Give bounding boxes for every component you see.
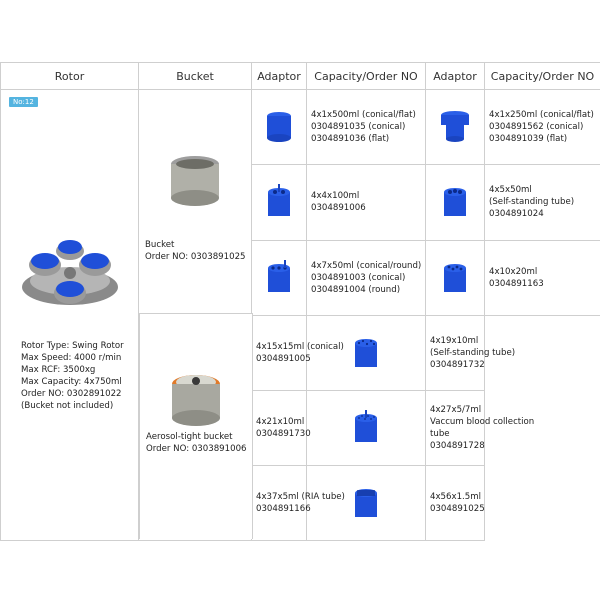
capacity-cell [307,90,426,165]
aerosol-bucket-order-no: Order NO: 0303891006 [146,444,247,454]
adaptor-cell [307,466,426,541]
capacity-line: 4x15x15ml (conical) [256,342,344,352]
aerosol-bucket-name: Aerosol-tight bucket [146,432,233,442]
capacity-cell [307,165,426,240]
rotor-order-no: Order NO: 0302891022 [21,389,122,399]
note-line: (Self-standing tube) [430,348,516,358]
capacity-line: 4x1x250ml (conical/flat) [489,110,594,121]
aerosol-bucket-block [139,313,253,539]
adaptor-cell [252,240,307,315]
rotor-type: Rotor Type: Swing Rotor [21,341,124,351]
rotor-max-capacity: Max Capacity: 4x750ml [21,377,122,387]
bucket-image [165,154,225,210]
capacity-cell [426,466,485,541]
adaptor-27x5ml-icon [351,410,381,446]
note-line: tube [430,429,450,439]
capacity-cell [252,466,345,541]
capacity-line: 4x21x10ml [256,417,305,427]
order-line: 0304891025 [430,504,485,514]
header-adaptor: Adaptor [252,63,307,90]
model-badge: No:12 [9,97,38,107]
bucket-cell [139,90,252,316]
rotor-specs [21,340,124,412]
header-capacity: Capacity/Order NO [485,63,600,90]
adaptor-cell [252,90,307,165]
order-line: 0304891732 [430,360,485,370]
order-line: 0304891039 (flat) [489,134,568,145]
adaptor-cell [252,165,307,240]
rotor-image [15,235,125,315]
header-adaptor: Adaptor [426,63,485,90]
aerosol-bucket-info [146,431,247,455]
capacity-cell [426,391,535,466]
adaptor-5x50ml-icon [440,184,470,220]
adaptor-56x1.5ml-icon [351,485,381,521]
capacity-line: 4x4x100ml [311,191,360,202]
capacity-cell [252,316,344,391]
adaptor-19x10ml-icon [351,335,381,371]
order-line: 0304891003 (conical) [311,272,406,283]
capacity-line: 4x37x5ml (RIA tube) [256,492,345,502]
order-line: 0304891730 [256,429,311,439]
capacity-cell [252,391,311,466]
rotor-cell [1,90,139,541]
bucket-info [145,239,246,263]
capacity-line: 4x7x50ml (conical/round) [311,260,422,271]
header-rotor: Rotor [1,63,139,90]
adaptor-cell [426,165,485,240]
capacity-cell [485,165,600,240]
adaptor-cell [426,90,485,165]
rotor-max-rcf: Max RCF: 3500xg [21,365,96,375]
adaptor-500ml-icon [264,110,294,144]
note-line: (Self-standing tube) [489,197,575,208]
bucket-order-no: Order NO: 0303891025 [145,252,246,262]
capacity-cell [485,90,600,165]
adaptor-cell [307,391,426,466]
capacity-line: 4x56x1.5ml [430,492,482,502]
order-line: 0304891728 [430,441,485,451]
adaptor-250ml-icon [438,109,472,145]
order-line: 0304891163 [489,278,544,289]
header-bucket: Bucket [139,63,252,90]
bucket-name: Bucket [145,240,175,250]
capacity-line: 4x10x20ml [489,266,538,277]
capacity-line: 4x5x50ml [489,185,532,196]
capacity-line: 4x27x5/7ml [430,405,482,415]
capacity-cell [485,240,600,315]
aerosol-bucket-image [164,370,228,434]
capacity-line: 4x1x500ml (conical/flat) [311,110,416,121]
header-capacity: Capacity/Order NO [307,63,426,90]
order-line: 0304891035 (conical) [311,122,406,133]
order-line: 0304891562 (conical) [489,122,584,133]
header-row [1,63,600,90]
capacity-line: 4x19x10ml [430,336,479,346]
order-line: 0304891006 [311,203,366,214]
capacity-cell [307,240,426,315]
order-line: 0304891004 (round) [311,284,401,295]
capacity-cell [426,316,516,391]
adaptor-7x50ml-icon [264,260,294,296]
product-table [0,62,600,541]
order-line: 0304891024 [489,209,544,220]
adaptor-cell [307,316,426,391]
order-line: 0304891005 [256,354,311,364]
adaptor-cell [426,240,485,315]
order-line: 0304891166 [256,504,311,514]
rotor-note: (Bucket not included) [21,401,114,411]
adaptor-10x20ml-icon [440,260,470,296]
note-line: Vaccum blood collection [430,417,535,427]
rotor-max-speed: Max Speed: 4000 r/min [21,353,122,363]
adaptor-4x100ml-icon [264,184,294,220]
order-line: 0304891036 (flat) [311,134,390,145]
